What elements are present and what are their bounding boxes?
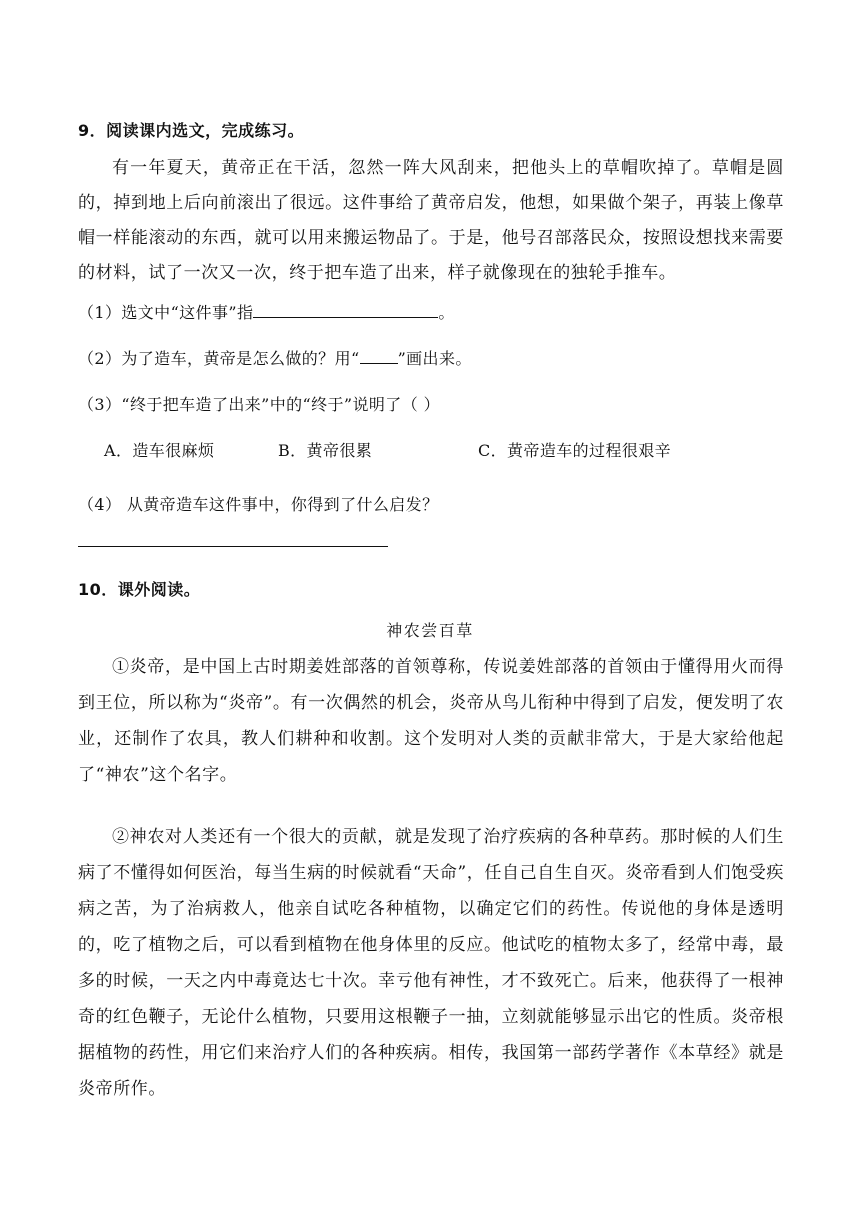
option-a[interactable]: A．造车很麻烦 [104,441,215,460]
passage-paragraph-1: ①炎帝，是中国上古时期姜姓部落的首领尊称，传说姜姓部落的首领由于懂得用火而得到王位，所以称为“炎帝”。有一次偶然的机会，炎帝从鸟儿衔种中得到了启发，便发明了农业，还制作了农具，教人们耕种和收割。这个发明对人类的贡献非常大，于是大家给他起了“神农”这个名字。 [78,657,784,785]
question-9-sub-3: （3）“终于把车造了出来”中的“终于”说明了（ ） [78,395,440,414]
option-b[interactable]: B．黄帝很累 [278,441,373,460]
underline-mark-sample [360,348,398,364]
sub-1-suffix: 。 [438,303,455,322]
sub-1-prefix: （1）选文中“这件事”指 [78,303,254,322]
option-c[interactable]: C．黄帝造车的过程很艰辛 [478,441,672,460]
question-9-sub-2 [78,346,472,369]
question-9-passage: 有一年夏天，黄帝正在干活，忽然一阵大风刮来，把他头上的草帽吹掉了。草帽是圆的，掉到地上后向前滚出了很远。这件事给了黄帝启发，他想，如果做个架子，再装上像草帽一样能滚动的东西，就可以用来搬运物品了。于是，他号召部落民众，按照设想找来需要的材料，试了一次又一次，终于把车造了出来，样子就像现在的独轮手推车。 [78,158,784,283]
sub-2-suffix: ”画出来。 [397,349,472,368]
question-10-heading: 10．课外阅读。 [78,580,201,599]
answer-line-4[interactable] [78,546,388,547]
question-9-sub-4: （4） 从黄帝造车这件事中，你得到了什么启发？ [78,495,439,514]
answer-blank-1[interactable] [253,302,438,318]
question-9-heading: 9．阅读课内选文，完成练习。 [78,121,305,140]
question-9-sub-1 [78,300,455,323]
passage-title: 神农尝百草 [386,621,474,640]
passage-paragraph-2: ②神农对人类还有一个很大的贡献，就是发现了治疗疾病的各种草药。那时候的人们生病了不懂得如何医治，每当生病的时候就看“天命”，任自己自生自灭。炎帝看到人们饱受疾病之苦，为了治病救人，他亲自试吃各种植物，以确定它们的药性。传说他的身体是透明的，吃了植物之后，可以看到植物在他身体里的反应。他试吃的植物太多了，经常中毒，最多的时候，一天之内中毒竟达七十次。幸亏他有神性，才不致死亡。后来，他获得了一根神奇的红色鞭子，无论什么植物，只要用这根鞭子一抽，立刻就能够显示出它的性质。炎帝根据植物的药性，用它们来治疗人们的各种疾病。相传，我国第一部药学著作《本草经》就是炎帝所作。 [78,827,784,1099]
sub-2-prefix: （2）为了造车，黄帝是怎么做的？用“ [78,349,360,368]
